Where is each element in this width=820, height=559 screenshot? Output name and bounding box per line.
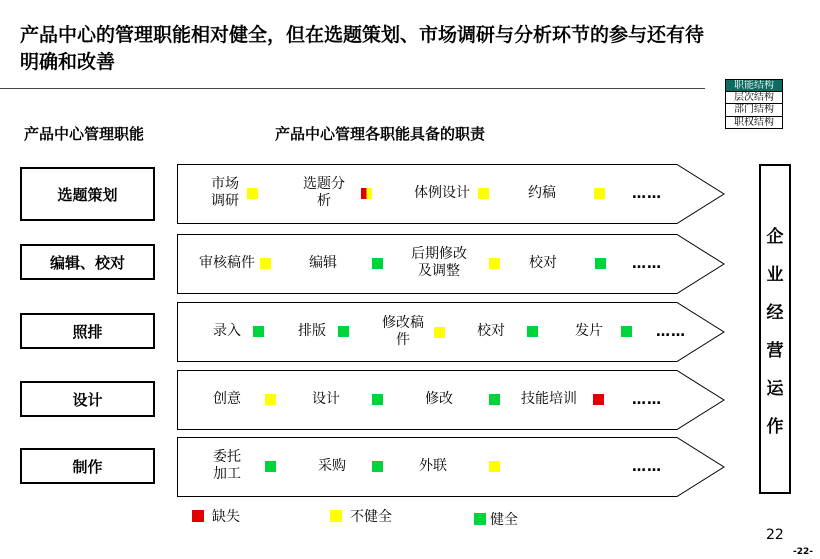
more-steps-ellipsis: …… (632, 256, 662, 272)
duty-step (411, 246, 500, 280)
structure-tabs (725, 79, 783, 129)
duty-arrow-topic-planning (177, 164, 725, 224)
duty-step (298, 323, 349, 340)
status-complete-marker (372, 258, 383, 269)
duty-step (419, 458, 500, 475)
step-label: 排版 (298, 323, 326, 339)
duty-step (303, 176, 372, 210)
function-box-production: 制作 (20, 448, 155, 484)
status-incomplete-marker (594, 188, 605, 199)
status-incomplete-marker (478, 188, 489, 199)
step-label: 体例设计 (414, 185, 470, 201)
function-box-editing: 编辑、校对 (20, 244, 155, 280)
status-complete-marker (372, 461, 383, 472)
page-footer: -22- (793, 547, 813, 557)
duty-step (309, 255, 383, 272)
ops-char: 运 (766, 378, 784, 399)
duty-arrow-design (177, 370, 725, 430)
ops-char: 经 (766, 302, 784, 323)
step-label: 修改 (425, 391, 453, 407)
duty-step (529, 255, 606, 272)
status-complete-marker (489, 394, 500, 405)
legend-incomplete-swatch (330, 510, 342, 522)
duty-step (477, 323, 538, 340)
tab-level-structure[interactable]: 层次结构 (725, 92, 783, 105)
duty-step (528, 185, 605, 202)
legend-incomplete-label: 不健全 (350, 509, 392, 525)
status-complete-marker (253, 326, 264, 337)
duty-step (211, 176, 258, 210)
duty-arrow-production (177, 437, 725, 497)
status-incomplete-marker (265, 394, 276, 405)
ops-char: 业 (766, 264, 784, 285)
more-steps-ellipsis: …… (632, 459, 662, 475)
step-label: 技能培训 (521, 391, 577, 407)
ops-char: 作 (766, 416, 784, 437)
status-mixed-marker (361, 188, 372, 199)
duty-step (312, 391, 383, 408)
legend-complete (474, 509, 518, 529)
more-steps-ellipsis: …… (632, 392, 662, 408)
duty-step (318, 458, 383, 475)
step-label: 采购 (318, 458, 346, 474)
step-label: 约稿 (528, 185, 556, 201)
duties-header: 产品中心管理各职能具备的职责 (275, 125, 486, 143)
step-label: 外联 (419, 458, 447, 474)
legend-missing (192, 506, 240, 526)
duty-step (199, 255, 271, 272)
more-steps-ellipsis: …… (656, 324, 686, 340)
status-incomplete-marker (489, 461, 500, 472)
status-incomplete-marker (489, 258, 500, 269)
function-box-typesetting: 照排 (20, 313, 155, 349)
duty-step (425, 391, 500, 408)
step-label: 发片 (575, 323, 603, 339)
more-steps-ellipsis: …… (632, 186, 662, 202)
status-complete-marker (265, 461, 276, 472)
duty-step (521, 391, 604, 408)
legend-missing-swatch (192, 510, 204, 522)
ops-char: 营 (766, 340, 784, 361)
legend-complete-label: 健全 (490, 512, 518, 528)
step-label: 后期修改 及调整 (411, 246, 467, 279)
duty-arrow-typesetting (177, 302, 725, 362)
duty-step (213, 323, 264, 340)
status-complete-marker (372, 394, 383, 405)
status-incomplete-marker (434, 327, 445, 338)
page-title: 产品中心的管理职能相对健全，但在选题策划、市场调研与分析环节的参与还有待明确和改善 (20, 24, 705, 73)
functions-header: 产品中心管理职能 (24, 125, 145, 143)
step-label: 创意 (213, 391, 241, 407)
step-label: 编辑 (309, 255, 337, 271)
status-complete-marker (338, 326, 349, 337)
duty-step (213, 449, 276, 483)
tab-authority-structure[interactable]: 职权结构 (725, 117, 783, 130)
step-label: 录入 (213, 323, 241, 339)
status-complete-marker (621, 326, 632, 337)
tab-function-structure[interactable]: 职能结构 (725, 79, 783, 92)
status-complete-marker (595, 258, 606, 269)
page-number: 22 (766, 527, 784, 543)
step-label: 委托 加工 (213, 449, 241, 482)
step-label: 校对 (529, 255, 557, 271)
duty-step (213, 391, 276, 408)
legend-complete-swatch (474, 513, 486, 525)
duty-arrow-editing (177, 234, 725, 294)
step-label: 选题分 析 (303, 176, 345, 209)
legend-incomplete (330, 506, 392, 526)
function-box-design: 设计 (20, 381, 155, 417)
duty-step (414, 185, 489, 202)
status-incomplete-marker (260, 258, 271, 269)
enterprise-operations-box (759, 164, 791, 494)
tab-department-structure[interactable]: 部门结构 (725, 104, 783, 117)
step-label: 校对 (477, 323, 505, 339)
title-divider (0, 88, 705, 89)
legend-missing-label: 缺失 (212, 509, 240, 525)
duty-step (575, 323, 632, 340)
step-label: 审核稿件 (199, 255, 255, 271)
status-missing-marker (593, 394, 604, 405)
ops-char: 企 (766, 226, 784, 247)
step-label: 设计 (312, 391, 340, 407)
status-incomplete-marker (247, 188, 258, 199)
duty-step (382, 315, 445, 349)
step-label: 修改稿 件 (382, 315, 424, 348)
step-label: 市场 调研 (211, 176, 239, 209)
status-complete-marker (527, 326, 538, 337)
function-box-topic-planning: 选题策划 (20, 167, 155, 221)
